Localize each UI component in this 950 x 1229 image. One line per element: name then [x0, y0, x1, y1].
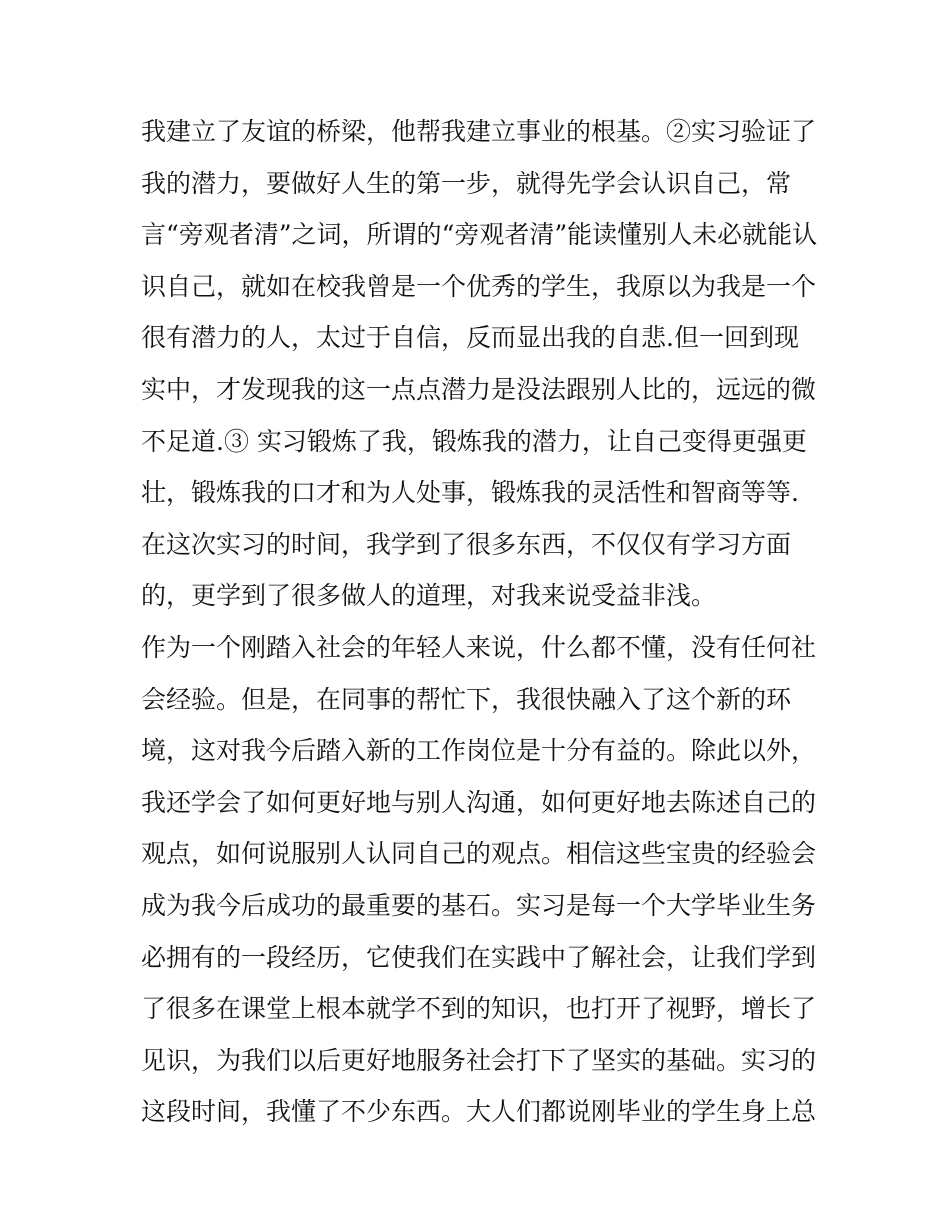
text-line: 成为我今后成功的最重要的基石。实习是每一个大学毕业生务 [141, 890, 817, 920]
text-line: 这段时间，我懂了不少东西。大人们都说刚毕业的学生身上总 [141, 1097, 817, 1127]
text-line: 识自己，就如在校我曾是一个优秀的学生，我原以为我是一个 [141, 271, 817, 301]
text-line: 言“旁观者清”之词，所谓的“旁观者清”能读懂别人未必就能认 [141, 220, 818, 250]
text-line: 很有潜力的人，太过于自信，反而显出我的自悲.但一回到现 [141, 323, 799, 353]
text-line: 观点，如何说服别人认同自己的观点。相信这些宝贵的经验会 [141, 839, 817, 869]
text-line: 作为一个刚踏入社会的年轻人来说，什么都不懂，没有任何社 [141, 632, 817, 662]
text-line: 我还学会了如何更好地与别人沟通，如何更好地去陈述自己的 [141, 787, 817, 817]
text-line: 不足道.③ 实习锻炼了我，锻炼我的潜力，让自己变得更强更 [141, 426, 807, 456]
text-line: 我建立了友谊的桥梁，他帮我建立事业的根基。②实习验证了 [141, 117, 817, 146]
text-line: 在这次实习的时间，我学到了很多东西，不仅仅有学习方面 [141, 529, 792, 559]
text-line: 会经验。但是，在同事的帮忙下，我很快融入了这个新的环 [141, 684, 792, 714]
text-line: 见识，为我们以后更好地服务社会打下了坚实的基础。实习的 [141, 1045, 817, 1075]
text-line: 了很多在课堂上根本就学不到的知识，也打开了视野，增长了 [141, 994, 817, 1024]
text-line: 的，更学到了很多做人的道理，对我来说受益非浅。 [141, 581, 717, 611]
text-line: 实中，才发现我的这一点点潜力是没法跟别人比的，远远的微 [141, 374, 817, 404]
text-line: 壮，锻炼我的口才和为人处事，锻炼我的灵活性和智商等等. [141, 478, 799, 508]
text-line: 境，这对我今后踏入新的工作岗位是十分有益的。除此以外， [141, 736, 817, 766]
text-line: 必拥有的一段经历，它使我们在实践中了解社会，让我们学到 [141, 942, 817, 972]
body-text [141, 106, 821, 1138]
text-line: 我的潜力，要做好人生的第一步，就得先学会认识自己，常 [141, 168, 792, 198]
